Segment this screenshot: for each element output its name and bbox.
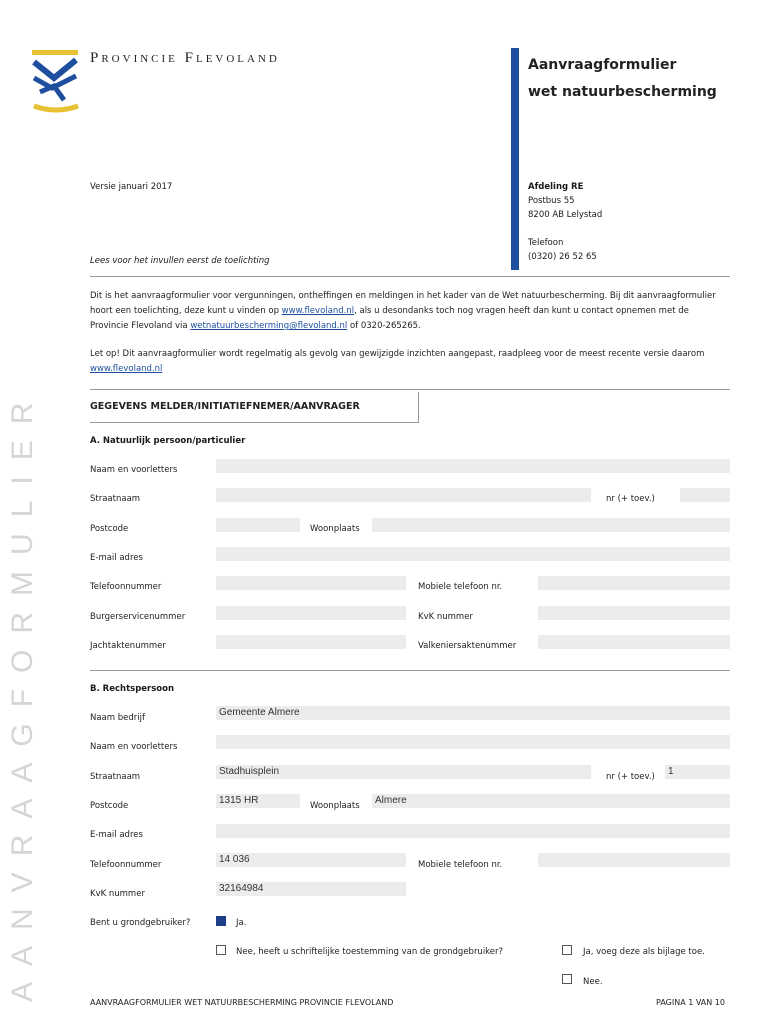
website-link[interactable]: www.flevoland.nl bbox=[90, 364, 163, 374]
document-title bbox=[528, 52, 717, 106]
intro-paragraph bbox=[90, 289, 730, 334]
option-ja: Ja. bbox=[236, 918, 247, 928]
read-first-note: Lees voor het invullen eerst de toelichting bbox=[90, 256, 270, 266]
title-line-2: wet natuurbescherming bbox=[528, 84, 717, 100]
label-naam: Naam en voorletters bbox=[90, 742, 178, 752]
department: Afdeling RE bbox=[528, 182, 584, 192]
a-postcode-field[interactable] bbox=[216, 518, 300, 532]
label-telefoon: Telefoonnummer bbox=[90, 860, 162, 870]
label-kvk: KvK nummer bbox=[418, 612, 473, 622]
phone: (0320) 26 52 65 bbox=[528, 252, 597, 262]
label-mobiel: Mobiele telefoon nr. bbox=[418, 582, 503, 592]
nee-checkbox[interactable] bbox=[562, 974, 572, 984]
a-woonplaats-field[interactable] bbox=[372, 518, 730, 532]
label-mobiel: Mobiele telefoon nr. bbox=[418, 860, 503, 870]
option-ja-bijlage: Ja, voeg deze als bijlage toe. bbox=[583, 947, 705, 957]
phone-label: Telefoon bbox=[528, 238, 564, 248]
city: 8200 AB Lelystad bbox=[528, 210, 603, 220]
part-a-heading: A. Natuurlijk persoon/particulier bbox=[90, 436, 246, 446]
website-link[interactable]: www.flevoland.nl bbox=[281, 306, 355, 316]
b-kvk-field[interactable]: 32164984 bbox=[216, 882, 406, 896]
a-naam-field[interactable] bbox=[216, 459, 730, 473]
divider bbox=[90, 670, 730, 671]
label-nr: nr (+ toev.) bbox=[606, 494, 655, 504]
page-number: PAGINA 1 VAN 10 bbox=[656, 998, 725, 1007]
label-woonplaats: Woonplaats bbox=[310, 801, 360, 811]
a-jacht-field[interactable] bbox=[216, 635, 406, 649]
option-nee-toestemming: Nee, heeft u schriftelijke toestemming van de grondgebruiker? bbox=[236, 947, 504, 957]
label-straat: Straatnaam bbox=[90, 772, 141, 782]
a-email-field[interactable] bbox=[216, 547, 730, 561]
divider bbox=[90, 389, 730, 390]
label-postcode: Postcode bbox=[90, 801, 129, 811]
a-straat-field[interactable] bbox=[216, 488, 591, 502]
label-email: E-mail adres bbox=[90, 553, 143, 563]
section-title: GEGEVENS MELDER/INITIATIEFNEMER/AANVRAGER bbox=[90, 401, 360, 412]
postbox: Postbus 55 bbox=[528, 196, 575, 206]
label-valkenier: Valkeniersaktenummer bbox=[418, 641, 517, 651]
a-mobiel-field[interactable] bbox=[538, 576, 730, 590]
label-bsn: Burgerservicenummer bbox=[90, 612, 186, 622]
notice-text: Let op! Dit aanvraagformulier wordt regelmatig als gevolg van gewijzigde inzichten aangepast, raadpleeg voor de meest recente versie daarom bbox=[90, 349, 705, 359]
footer-left: AANVRAAGFORMULIER WET NATUURBESCHERMING PROVINCIE FLEVOLAND bbox=[90, 998, 394, 1007]
b-telefoon-field[interactable]: 14 036 bbox=[216, 853, 406, 867]
b-postcode-field[interactable]: 1315 HR bbox=[216, 794, 300, 808]
a-valkenier-field[interactable] bbox=[538, 635, 730, 649]
b-bedrijf-field[interactable]: Gemeente Almere bbox=[216, 706, 730, 720]
label-telefoon: Telefoonnummer bbox=[90, 582, 162, 592]
notice-paragraph bbox=[90, 347, 730, 377]
label-naam: Naam en voorletters bbox=[90, 465, 178, 475]
label-woonplaats: Woonplaats bbox=[310, 524, 360, 534]
label-kvk: KvK nummer bbox=[90, 889, 145, 899]
ja-checkbox[interactable] bbox=[216, 916, 226, 926]
a-kvk-field[interactable] bbox=[538, 606, 730, 620]
b-woonplaats-field[interactable]: Almere bbox=[372, 794, 730, 808]
b-straat-field[interactable]: Stadhuisplein bbox=[216, 765, 591, 779]
header-accent-bar bbox=[511, 48, 519, 270]
divider bbox=[90, 276, 730, 277]
option-nee: Nee. bbox=[583, 977, 603, 987]
label-nr: nr (+ toev.) bbox=[606, 772, 655, 782]
intro-text: , als u desondanks toch nog vragen heeft dan kunt u contact opnemen met de Provincie Flevoland via bbox=[90, 306, 689, 331]
address-block bbox=[528, 180, 602, 264]
vertical-form-label: AANVRAAGFORMULIER bbox=[6, 386, 39, 1002]
intro-text: Dit is het aanvraagformulier voor vergunningen, ontheffingen en meldingen in het kader van de Wet natuurbescherming. Bij dit aanvraagformulier hoort een toelichting, deze kunt u vinden op bbox=[90, 291, 716, 316]
nee-toestemming-checkbox[interactable] bbox=[216, 945, 226, 955]
a-nr-field[interactable] bbox=[680, 488, 730, 502]
label-bedrijf: Naam bedrijf bbox=[90, 713, 145, 723]
intro-text: of 0320-265265. bbox=[347, 321, 421, 331]
label-jacht: Jachtaktenummer bbox=[90, 641, 166, 651]
b-mobiel-field[interactable] bbox=[538, 853, 730, 867]
version-text: Versie januari 2017 bbox=[90, 182, 173, 192]
province-logo bbox=[30, 48, 82, 116]
b-nr-field[interactable]: 1 bbox=[665, 765, 730, 779]
label-email: E-mail adres bbox=[90, 830, 143, 840]
b-naam-field[interactable] bbox=[216, 735, 730, 749]
label-grondgebruiker: Bent u grondgebruiker? bbox=[90, 918, 191, 928]
b-email-field[interactable] bbox=[216, 824, 730, 838]
a-telefoon-field[interactable] bbox=[216, 576, 406, 590]
a-bsn-field[interactable] bbox=[216, 606, 406, 620]
org-name: Provincie Flevoland bbox=[90, 50, 280, 66]
part-b-heading: B. Rechtspersoon bbox=[90, 684, 175, 694]
label-postcode: Postcode bbox=[90, 524, 129, 534]
ja-bijlage-checkbox[interactable] bbox=[562, 945, 572, 955]
label-straat: Straatnaam bbox=[90, 494, 141, 504]
title-line-1: Aanvraagformulier bbox=[528, 57, 677, 73]
email-link[interactable]: wetnatuurbescherming@flevoland.nl bbox=[190, 321, 348, 331]
